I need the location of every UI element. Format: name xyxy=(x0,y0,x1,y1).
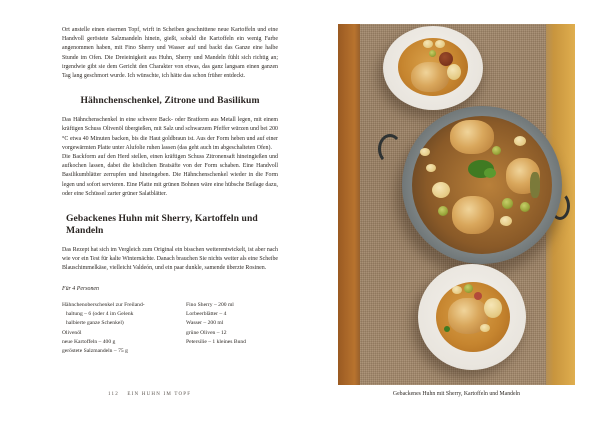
food-photo xyxy=(338,24,575,385)
ingredients-list xyxy=(62,301,278,357)
ingredients-column-right xyxy=(186,301,246,357)
bay-leaf xyxy=(530,172,540,198)
olive xyxy=(429,50,436,57)
almond xyxy=(423,40,433,48)
chicken-piece xyxy=(450,120,494,154)
top-bowl xyxy=(383,26,483,110)
ingredient: Fino Sherry – 200 ml xyxy=(186,301,234,308)
recipe-sherry-chicken-intro: Das Rezept hat sich im Vergleich zum Original ein bisschen weiterentwickelt, ist aber nach wie vor ein Test für kalte Winternächte. Danach brauchen Sie nichts weiter als eine Scheibe Blauschimmelkäse, vielleicht Valdeón, und ein paar dunkle, samende überzte Rosinen. xyxy=(62,247,278,272)
potato-slice xyxy=(484,298,502,318)
recipe-title-lemon-basil: Hähnchenschenkel, Zitrone und Basilikum xyxy=(80,95,260,107)
potato-slice xyxy=(447,64,461,80)
parsley xyxy=(444,326,450,332)
ingredient: geröstete Salzmandeln – 75 g xyxy=(62,348,128,355)
ingredient: Hähnchenoberschenkel zur Freiland- xyxy=(62,301,145,308)
almond xyxy=(420,148,430,156)
chicken-piece xyxy=(452,196,494,234)
almond xyxy=(480,324,490,332)
almond xyxy=(514,136,526,146)
pot-handle-left xyxy=(378,134,402,164)
almond xyxy=(500,216,512,226)
olive xyxy=(464,284,473,293)
photo-caption: Gebackenes Huhn mit Sherry, Kartoffeln und Mandeln xyxy=(392,391,521,397)
ingredient: grüne Oliven – 12 xyxy=(186,329,227,336)
recipe-title-sherry-chicken: Gebackenes Huhn mit Sherry, Kartoffeln und Mandeln xyxy=(66,213,258,237)
left-page xyxy=(62,26,278,356)
running-head: EIN HUHN IM TOPF xyxy=(127,392,192,397)
ingredient: Petersilie – 1 kleines Bund xyxy=(186,338,246,345)
olive xyxy=(502,198,513,209)
almond xyxy=(435,40,445,48)
olive xyxy=(438,206,448,216)
recipe-lemon-basil-body: Das Hähnchenschenkel in eine schwere Back- oder Bratform aus Metall legen, mit einem kräftigen Schuss Olivenöl übergießen, mit Salz und schwarzem Pfeffer würzen und bei 200 °C etwa 40 Minuten backen, bis die Haut goldbraun ist. Aus der Form heben und auf einer vorgewärmten Platte unter Alufolie ruhen lassen (das geht auch im abgeschalteten Ofen). xyxy=(62,117,278,151)
ingredient: neue Kartoffeln – 400 g xyxy=(62,338,116,345)
serves-label: Für 4 Personen xyxy=(62,285,99,292)
olive xyxy=(520,202,530,212)
ingredient: Lorbeerblätter – 4 xyxy=(186,310,227,317)
chicken-piece xyxy=(411,62,449,92)
ingredient: Olivenöl xyxy=(62,329,82,336)
ingredients-column-left xyxy=(62,301,160,357)
ingredient: haltung – 6 (oder 4 im Gelenk xyxy=(66,310,134,317)
almond xyxy=(426,164,436,172)
page-number: 112 xyxy=(108,392,119,397)
recipe-lemon-basil-body-2: Die Backform auf den Herd stellen, einen kräftigen Schuss Zitronensaft hineingießen und aufkochen lassen, dabei die köstlichen Bratsäfte von der Form schaben. Eine Handvoll Basilikumblätter zerrupfen und hineingeben. Die Hähnchenschenkel wieder in die Form legen und sofort servieren. Eine Platte mit grünen Bohnen wäre eine hübsche Beilage dazu, oder eine Schüssel zarter grüner Salatblätter. xyxy=(62,154,278,197)
parsley xyxy=(484,168,496,178)
pot xyxy=(402,106,562,264)
bottom-bowl xyxy=(418,264,526,370)
olive xyxy=(492,146,501,155)
ingredient: halbierte ganze Schenkel) xyxy=(66,320,124,327)
almond xyxy=(452,286,462,294)
page-footer xyxy=(108,392,191,397)
chorizo-slice xyxy=(474,292,482,300)
ingredient: Wasser – 200 ml xyxy=(186,320,224,327)
intro-paragraph: Ort anstelle einen eisernen Topf, wirft in Scheiben geschnittene neue Kartoffeln und eine Handvoll geröstete Salzmandeln hinein, gießt, sobald die Kartoffeln ein wenig Farbe angenommen haben, mit Fino Sherry und Wasser auf und backt das Ganze eine halbe Stunde im Ofen. Die Dreieinigkeit aus Huhn, Sherry und Mandeln fühlt sich richtig an; irgendwie gibt sie dem Gericht den Charakter von etwas, das ganz langsam einen ganzen Tag lang geschmort wurde. Ich wünschte, ich hätte das schon früher entdeckt. xyxy=(62,27,278,80)
potato-slice xyxy=(432,182,450,198)
